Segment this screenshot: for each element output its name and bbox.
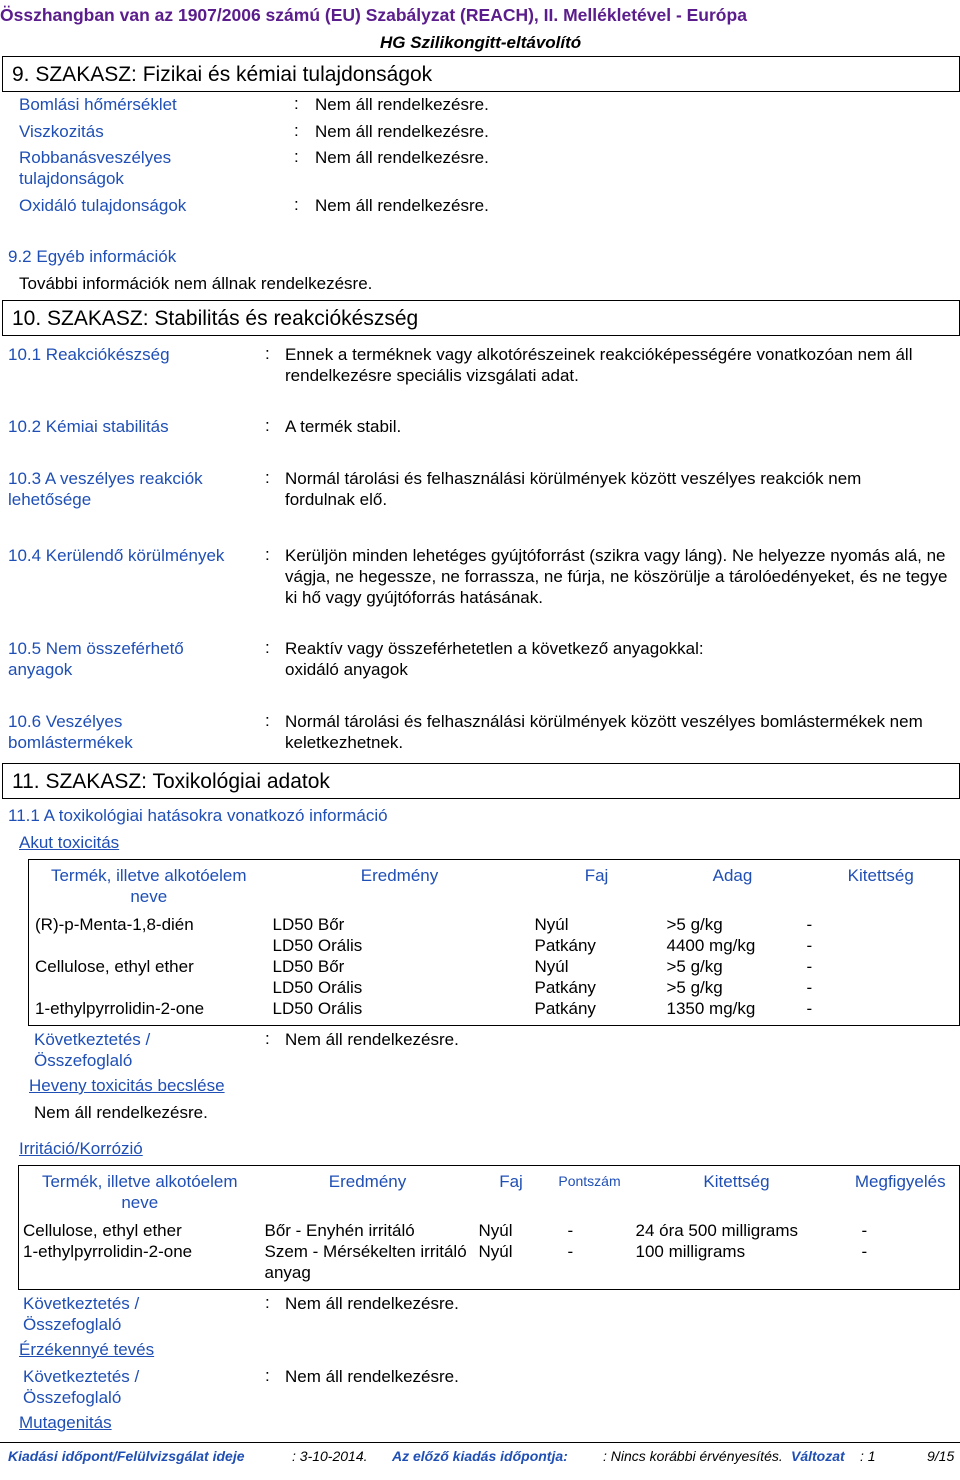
conclusion-label: Következtetés / Összefoglaló — [34, 1030, 151, 1070]
document-regulation-title: Összhangban van az 1907/2006 számú (EU) Szabályzat (REACH), II. Mellékletével - Európa — [0, 5, 747, 25]
irritation-title: Irritáció/Korrózió — [19, 1139, 143, 1158]
subsection-title: 11.1 A toxikológiai hatásokra vonatkozó információ — [8, 806, 388, 825]
result-cell: Bőr - Enyhén irritáló — [264, 1220, 415, 1240]
item-label: 10.6 Veszélyes bomlástermékek — [8, 712, 133, 752]
prop-value: Nem áll rendelkezésre. — [315, 122, 489, 141]
table-header-row — [29, 860, 960, 910]
colon: : — [294, 121, 299, 140]
item-value: Normál tárolási és felhasználási körülmények között veszélyes bomlástermékek nem keletkezhetnek. — [285, 712, 923, 752]
colon: : — [294, 195, 299, 214]
prop-value: Nem áll rendelkezésre. — [315, 148, 489, 167]
version-label: Változat — [791, 1448, 845, 1464]
dose-cell: >5 g/kg — [666, 914, 723, 934]
exposure-cell: - — [806, 998, 813, 1018]
conclusion-label: Következtetés / Összefoglaló — [23, 1294, 140, 1334]
item-value: Reaktív vagy összeférhetetlen a következő anyagokkal: — [285, 639, 704, 658]
prop-value: Nem áll rendelkezésre. — [315, 196, 489, 215]
observation-cell: - — [861, 1220, 868, 1240]
item-label: 10.5 Nem összeférhető anyagok — [8, 639, 184, 679]
item-label: 10.2 Kémiai stabilitás — [8, 417, 169, 436]
item-label: 10.1 Reakciókészség — [8, 345, 170, 364]
result-cell: LD50 Bőr — [272, 914, 345, 934]
item-value-2: oxidáló anyagok — [285, 660, 408, 679]
column-header: Eredmény — [328, 1172, 407, 1191]
acute-estimate-value: Nem áll rendelkezésre. — [34, 1103, 208, 1122]
item-value: Normál tárolási és felhasználási körülmények között veszélyes reakciók nem fordulnak elő. — [285, 469, 862, 509]
irritation-table — [18, 1165, 960, 1290]
exposure-cell: - — [806, 914, 813, 934]
score-cell: - — [567, 1241, 574, 1261]
species-cell: Patkány — [534, 998, 596, 1018]
species-cell: Nyúl — [534, 914, 569, 934]
species-cell: Nyúl — [478, 1241, 513, 1261]
column-header: Megfigyelés — [854, 1172, 946, 1191]
item-value: Kerüljön minden lehetéges gyújtóforrást (szikra vagy láng). Ne helyezze nyomás alá, ne vágja, ne hegessze, ne forrassza, ne fúrja, ne köszörülje a tárolóedényeket, és ne tegye ki hő vagy gyújtóforrás hatásának. — [285, 546, 948, 607]
previous-issue-value: : Nincs korábbi érvényesítés. — [603, 1448, 783, 1464]
component-name: 1-ethylpyrrolidin-2-one — [23, 1241, 193, 1261]
section-10-header — [2, 300, 960, 336]
section-9-header — [2, 56, 960, 92]
prop-label: Bomlási hőmérséklet — [19, 95, 177, 114]
section-9-title: 9. SZAKASZ: Fizikai és kémiai tulajdonságok — [12, 63, 433, 86]
item-value: A termék stabil. — [285, 417, 402, 436]
colon: : — [265, 468, 270, 487]
exposure-cell: 24 óra 500 milligrams — [635, 1220, 799, 1240]
colon: : — [265, 344, 270, 363]
table-row — [19, 1216, 960, 1241]
section-11-title: 11. SZAKASZ: Toxikológiai adatok — [12, 770, 330, 793]
result-cell: Szem - Mérsékelten irritáló anyag — [264, 1241, 467, 1282]
dose-cell: >5 g/kg — [666, 956, 723, 976]
observation-cell: - — [861, 1241, 868, 1261]
acute-toxicity-title: Akut toxicitás — [19, 833, 120, 852]
colon: : — [265, 638, 270, 657]
table-row — [29, 956, 960, 998]
prop-label: Robbanásveszélyes tulajdonságok — [19, 148, 172, 188]
issue-value: : 3-10-2014. — [292, 1448, 368, 1464]
previous-issue-label: Az előző kiadás időpontja: — [392, 1448, 568, 1464]
table-header-row — [19, 1166, 960, 1216]
column-header: Faj — [584, 866, 609, 885]
mutagenicity-title: Mutagenitás — [19, 1413, 112, 1432]
colon: : — [265, 1029, 270, 1048]
prop-value: Nem áll rendelkezésre. — [315, 95, 489, 114]
species-cell: Nyúl — [478, 1220, 513, 1240]
footer-issue-label — [8, 1448, 245, 1464]
exposure-cell: 100 milligrams — [635, 1241, 746, 1261]
colon: : — [265, 545, 270, 564]
conclusion-value: Nem áll rendelkezésre. — [285, 1367, 459, 1386]
dose-cell: 1350 mg/kg — [666, 998, 756, 1018]
column-header: Termék, illetve alkotóelem neve — [50, 866, 247, 906]
colon: : — [265, 1293, 270, 1312]
footer-divider — [0, 1442, 960, 1443]
column-header: Eredmény — [360, 866, 439, 885]
exposure-cell: - — [806, 956, 813, 976]
dose-cell: >5 g/kg — [666, 977, 723, 997]
conclusion-label: Következtetés / Összefoglaló — [23, 1367, 140, 1407]
score-cell: - — [567, 1220, 574, 1240]
component-name: Cellulose, ethyl ether — [35, 956, 194, 976]
subsection-title: 9.2 Egyéb információk — [8, 247, 177, 266]
table-row — [29, 998, 960, 1026]
component-name: 1-ethylpyrrolidin-2-one — [35, 998, 205, 1018]
result-cell: LD50 Orális — [272, 998, 363, 1018]
exposure-cell: - — [806, 977, 813, 997]
prop-label: Viszkozitás — [19, 122, 104, 141]
product-name: HG Szilikongitt-eltávolító — [380, 33, 582, 52]
acute-estimate-title: Heveny toxicitás becslése — [29, 1076, 225, 1095]
section-11-header — [2, 763, 960, 799]
result-cell: LD50 Orális — [272, 935, 363, 955]
acute-toxicity-table — [28, 859, 960, 1026]
table-row — [29, 910, 960, 956]
colon: : — [265, 416, 270, 435]
result-cell: LD50 Bőr — [272, 956, 345, 976]
result-cell: LD50 Orális — [272, 977, 363, 997]
column-header: Kitettség — [847, 866, 914, 885]
prop-label: Oxidáló tulajdonságok — [19, 196, 187, 215]
item-label: 10.4 Kerülendő körülmények — [8, 546, 225, 565]
issue-label: Kiadási időpont/Felülvizsgálat ideje — [8, 1448, 245, 1464]
species-cell: Patkány — [534, 977, 596, 997]
sensitisation-title: Érzékennyé tevés — [19, 1340, 155, 1359]
version-value: : 1 — [860, 1448, 876, 1464]
species-cell: Nyúl — [534, 956, 569, 976]
colon: : — [265, 711, 270, 730]
component-name: Cellulose, ethyl ether — [23, 1220, 182, 1240]
table-row — [19, 1241, 960, 1290]
column-header: Adag — [712, 866, 753, 885]
dose-cell: 4400 mg/kg — [666, 935, 756, 955]
column-header: Kitettség — [703, 1172, 770, 1191]
colon: : — [294, 147, 299, 166]
exposure-cell: - — [806, 935, 813, 955]
item-label: 10.3 A veszélyes reakciók lehetősége — [8, 469, 203, 509]
other-info-text: További információk nem állnak rendelkezésre. — [19, 274, 373, 293]
page-number: 9/15 — [927, 1448, 955, 1464]
column-header: Faj — [499, 1172, 523, 1191]
conclusion-value: Nem áll rendelkezésre. — [285, 1294, 459, 1313]
species-cell: Patkány — [534, 935, 596, 955]
component-name: (R)-p-Menta-1,8-dién — [35, 914, 194, 934]
colon: : — [294, 94, 299, 113]
column-header: Termék, illetve alkotóelem neve — [41, 1172, 238, 1212]
column-header: Pontszám — [558, 1173, 621, 1189]
section-10-title: 10. SZAKASZ: Stabilitás és reakciókészség — [12, 307, 419, 330]
item-value: Ennek a terméknek vagy alkotórészeinek reakcióképességére vonatkozóan nem áll rendelkezésre speciális vizsgálati adat. — [285, 345, 913, 385]
conclusion-value: Nem áll rendelkezésre. — [285, 1030, 459, 1049]
colon: : — [265, 1366, 270, 1385]
